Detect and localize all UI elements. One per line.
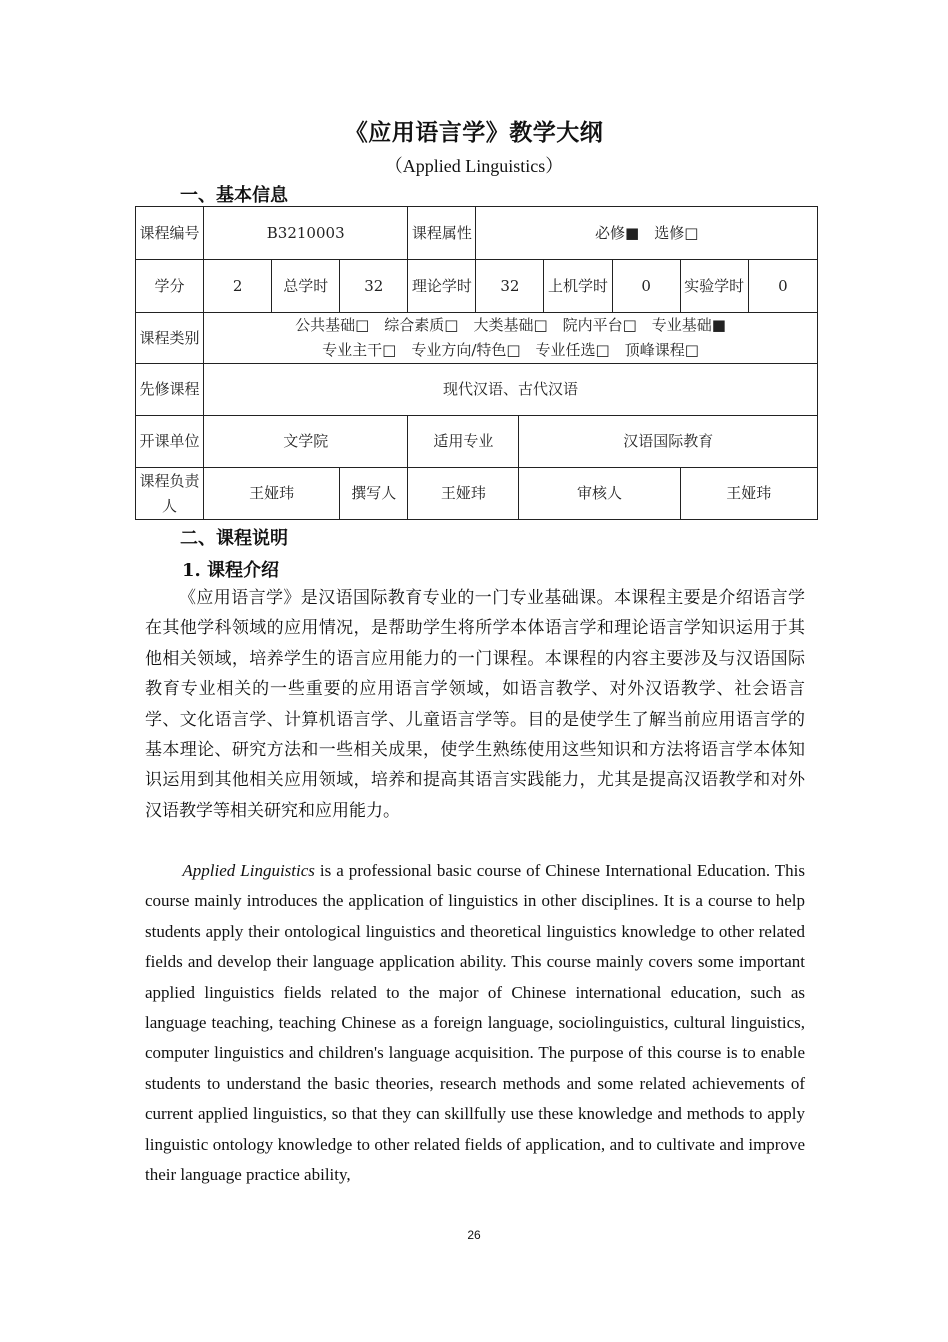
table-row — [136, 416, 818, 468]
major-value: 汉语国际教育 — [519, 416, 818, 468]
section-heading-course-desc: 二、课程说明 — [180, 528, 288, 549]
page-number: 26 — [467, 1228, 481, 1242]
total-hours-value: 32 — [340, 260, 408, 313]
computer-hours-label: 上机学时 — [544, 260, 612, 313]
total-hours-label: 总学时 — [272, 260, 340, 313]
major-label: 适用专业 — [408, 416, 519, 468]
course-name-italic: Applied Linguistics — [182, 861, 315, 880]
reviewer-label: 审核人 — [519, 468, 680, 520]
table-row — [136, 207, 818, 260]
document-subtitle: （Applied Linguistics） — [384, 156, 564, 176]
basic-info-table — [135, 206, 818, 520]
intro-paragraph-cn: 《应用语言学》是汉语国际教育专业的一门专业基础课。本课程主要是介绍语言学在其他学科领域的应用情况，是帮助学生将所学本体语言学和理论语言学知识运用于其他相关领域，培养学生的语言应用能力的一门课程。本课程的内容主要涉及与汉语国际教育专业相关的一些重要的应用语言学领域，如语言教学、对外汉语教学、社会语言学、文化语言学、计算机语言学、儿童语言学等。目的是使学生了解当前应用语言学的基本理论、研究方法和一些相关成果，使学生熟练使用这些知识和方法将语言学本体知识运用到其他相关应用领域，培养和提高其语言实践能力，尤其是提高汉语教学和对外汉语教学等相关研究和应用能力。 — [145, 588, 805, 821]
theory-hours-label: 理论学时 — [408, 260, 476, 313]
leader-label: 课程负责人 — [136, 468, 204, 520]
credits-label: 学分 — [136, 260, 204, 313]
intro-paragraph-en-text: is a professional basic course of Chinese International Education. This course mainly introduces the application of linguistics in other disciplines. It is a course to help students apply their ontological linguistics and theoretical linguistics knowledge to other related fields and develop their language application ability. This course mainly covers some important applied linguistics fields related to the major of Chinese international education, such as language teaching, teaching Chinese as a foreign language, sociolinguistics, cultural linguistics, computer linguistics and children's language acquisition. The purpose of this course is to enable students to understand the basic theories, research methods and some related achievements of current applied linguistics, so that they can skillfully use these knowledge and methods to apply linguistic ontology knowledge to other related fields of application, and to cultivate and improve their language practice ability, — [145, 861, 806, 1185]
category-line-1: 公共基础□ 综合素质□ 大类基础□ 院内平台□ 专业基础■ — [295, 316, 726, 334]
category-label: 课程类别 — [136, 313, 204, 364]
course-attr-value: 必修■ 选修□ — [476, 207, 818, 260]
subsection-heading-intro: 1. 课程介绍 — [182, 560, 280, 581]
intro-paragraph-en — [145, 856, 805, 1190]
credits-value: 2 — [204, 260, 272, 313]
prereq-value: 现代汉语、古代汉语 — [204, 364, 818, 416]
reviewer-value: 王娅玮 — [680, 468, 817, 520]
theory-hours-value: 32 — [476, 260, 544, 313]
table-row — [136, 364, 818, 416]
prereq-label: 先修课程 — [136, 364, 204, 416]
category-line-2: 专业主干□ 专业方向/特色□ 专业任选□ 顶峰课程□ — [322, 341, 699, 359]
category-options — [204, 313, 818, 364]
lab-hours-value: 0 — [748, 260, 817, 313]
table-row — [136, 313, 818, 364]
unit-label: 开课单位 — [136, 416, 204, 468]
leader-value: 王娅玮 — [204, 468, 340, 520]
unit-value: 文学院 — [204, 416, 408, 468]
table-row — [136, 260, 818, 313]
course-attr-label: 课程属性 — [408, 207, 476, 260]
writer-value: 王娅玮 — [408, 468, 519, 520]
course-code-value: B3210003 — [204, 207, 408, 260]
computer-hours-value: 0 — [612, 260, 680, 313]
table-row — [136, 468, 818, 520]
document-title: 《应用语言学》教学大纲 — [344, 119, 604, 146]
course-code-label: 课程编号 — [136, 207, 204, 260]
section-heading-basic-info: 一、基本信息 — [180, 185, 288, 206]
lab-hours-label: 实验学时 — [680, 260, 748, 313]
writer-label: 撰写人 — [340, 468, 408, 520]
